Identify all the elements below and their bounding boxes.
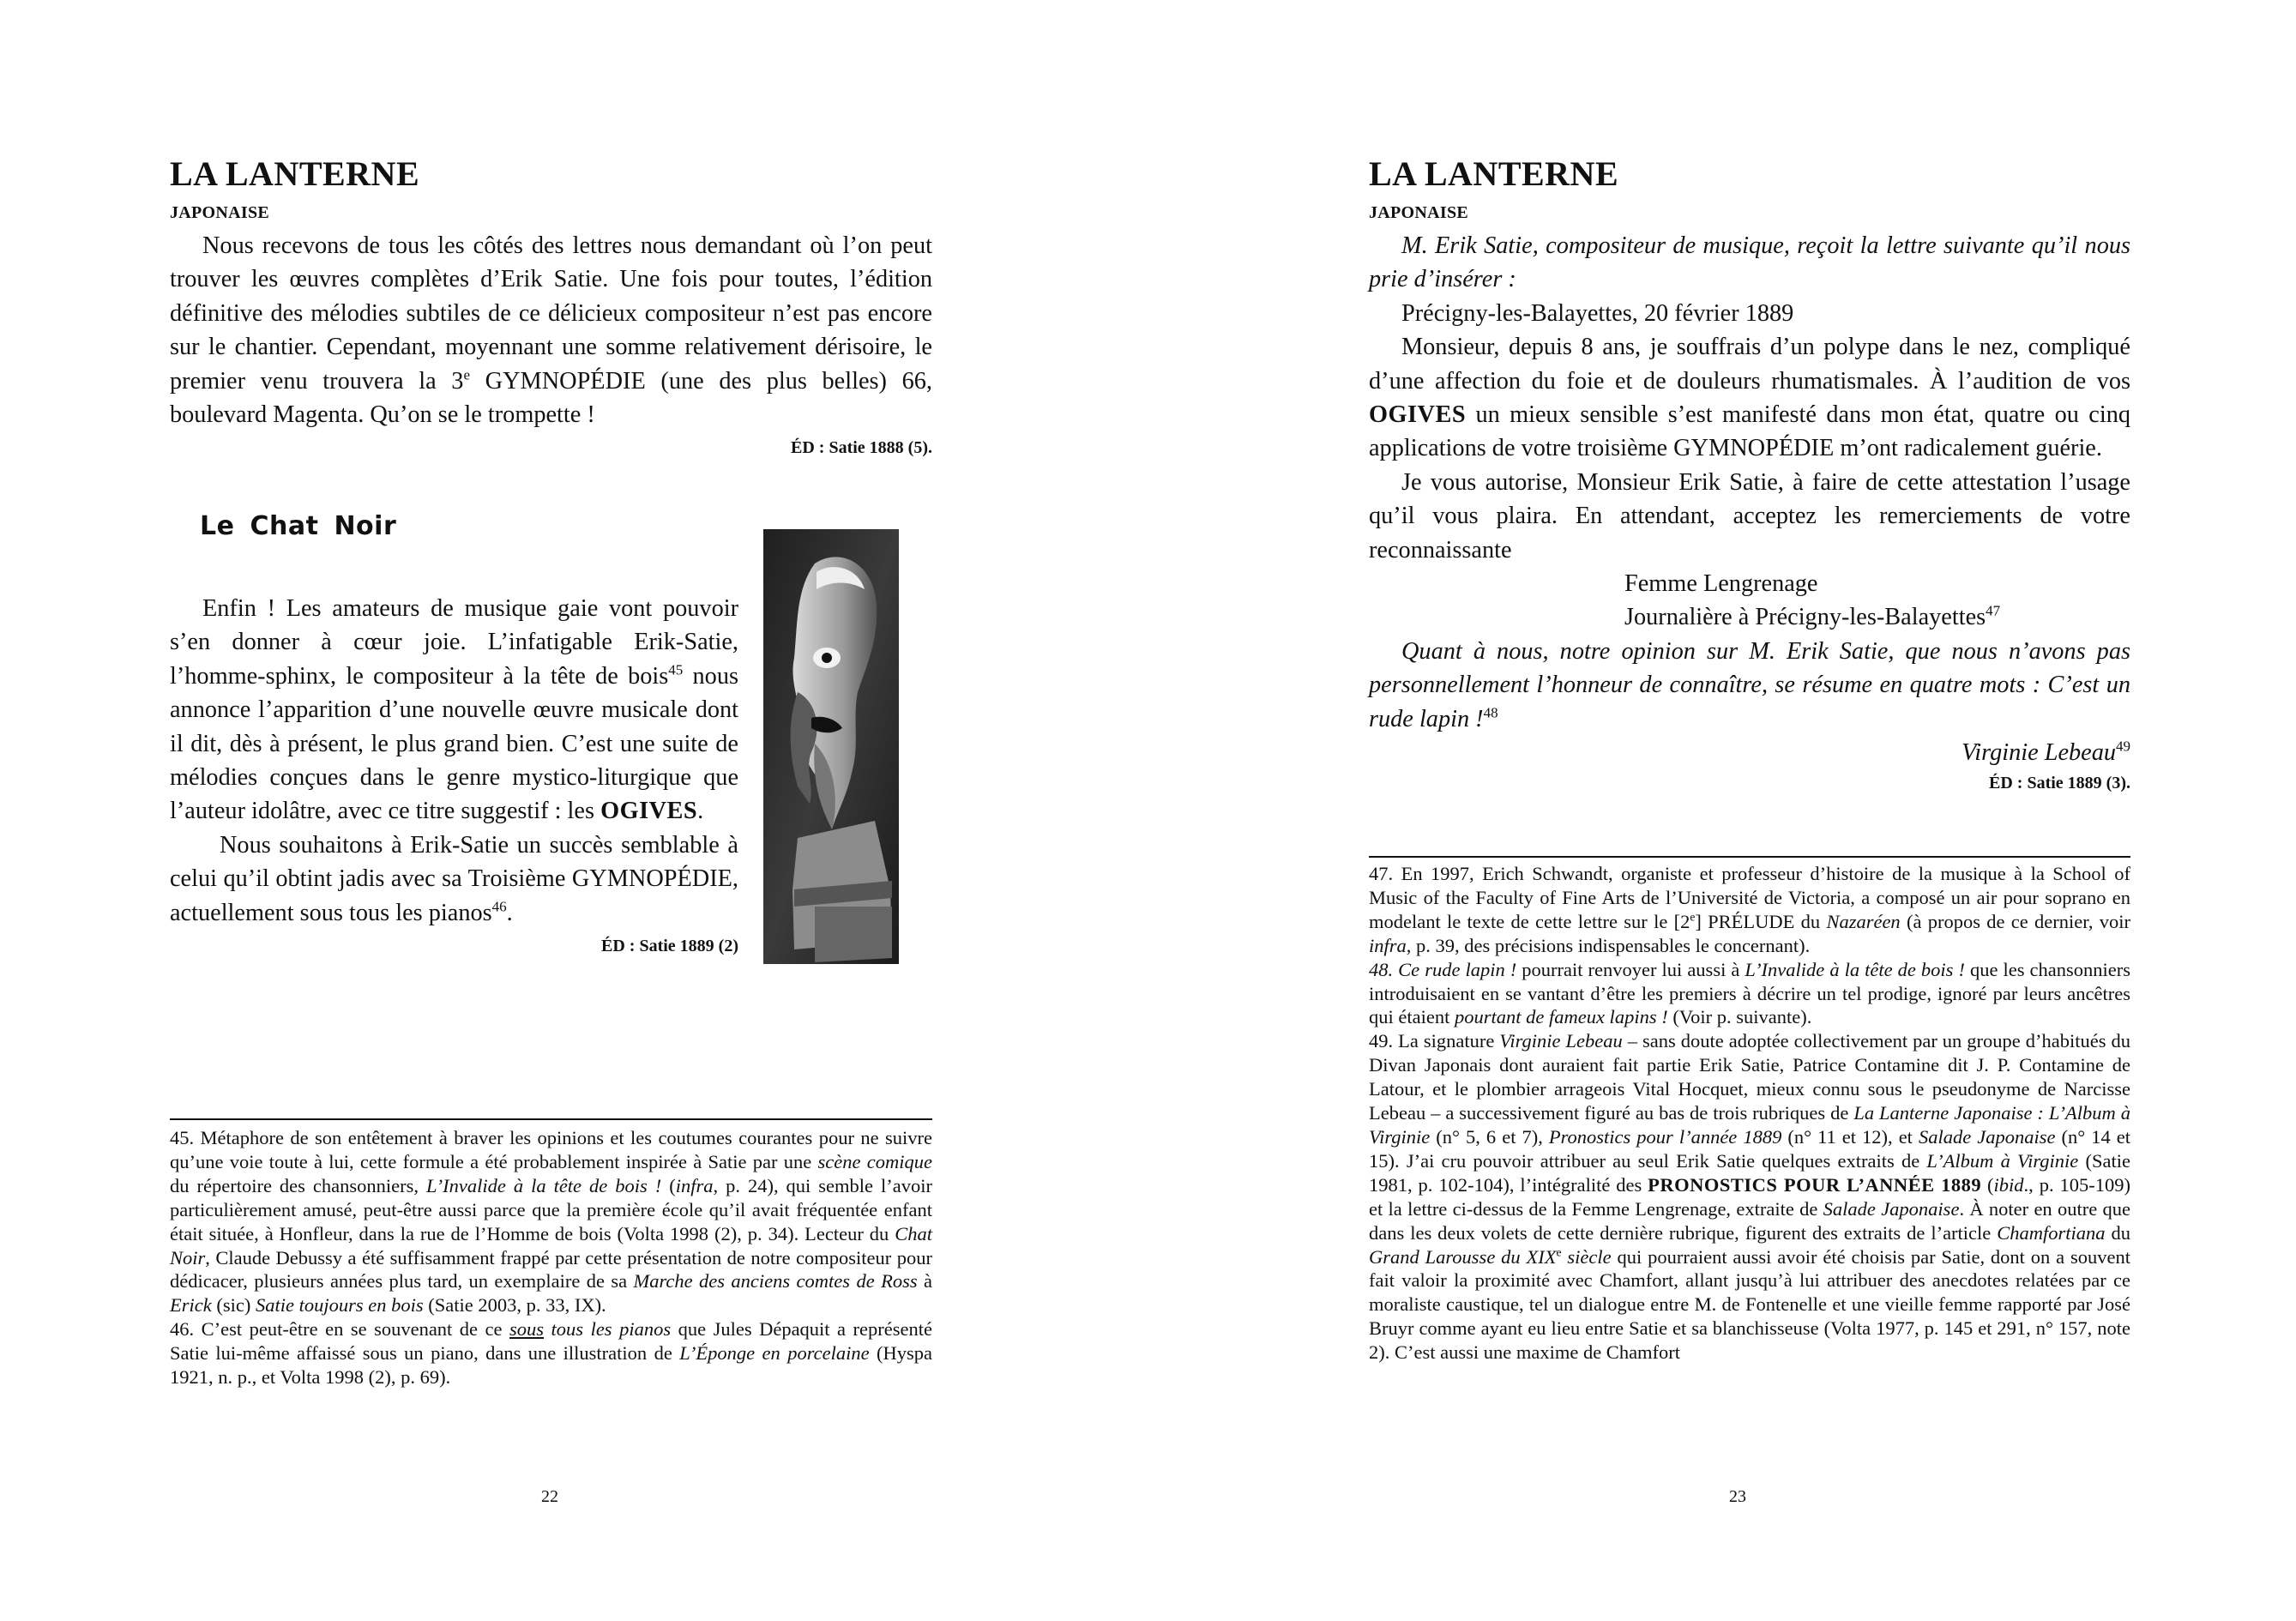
footnote-48: 48. Ce rude lapin ! pourrait renvoyer lui aussi à L’Invalide à la tête de bois ! que les chansonniers introduisaient en se vantant d’être les premiers à décrire un tel prodige, ignoré par leurs ancêtres qui étaient pourtant de fameux lapins ! (Voir p. suivante).: [1369, 958, 2131, 1028]
letter-text: [1369, 229, 2130, 796]
footnote-47: 47. En 1997, Erich Schwandt, organiste et professeur d’histoire de la musique à la School of Music of the Faculty of Fine Arts de l’Université de Victoria, a composé un air pour soprano en modelant le texte de cette lettre sur le [2e] PRÉLUDE du Nazaréen (à propos de ce dernier, voir infra, p. 39, des précisions indispensables le concernant).: [1369, 863, 2130, 956]
footnote-45: 45. Métaphore de son entêtement à braver les opinions et les coutumes courantes pour ne suivre qu’une voie toute à lui, cette formule a été probablement inspirée à Satie par une scène comique du répertoire des chansonniers, L’Invalide à la tête de bois ! (infra, p. 24), qui semble l’avoir particulièrement amusé, peut-être aussi parce que la première école qu’il avait fréquentée enfant était située, à Honfleur, dans la rue de l’Homme de bois (Volta 1998 (2), p. 34). Lecteur du Chat Noir, Claude Debussy a été suffisamment frappé par cette présentation de notre compositeur pour dédicacer, plusieurs années plus tard, un exemplaire de sa Marche des anciens comtes de Ross à Erick (sic) Satie toujours en bois (Satie 2003, p. 33, IX).: [170, 1127, 932, 1317]
footnote-rule: [1369, 856, 2130, 858]
author-signature: Virginie Lebeau$^{49}$: [1962, 738, 2130, 767]
source-credit: ÉD : Satie 1889 (3).: [1989, 773, 2130, 792]
letter-paragraph: Monsieur, depuis 8 ans, je souffrais d’un polype dans le nez, compliqué d’une affection du foie et de douleurs rhumatismales. À l’audition de vos OGIVES un mieux sensible s’est manifesté dans mon état, quatre ou cinq applications de votre troisième GYMNOPÉDIE m’ont radicalement guérie.: [1369, 334, 2130, 462]
article-text: [170, 229, 932, 464]
carved-head-photo: [763, 529, 899, 964]
chat-noir-paragraph: Enfin ! Les amateurs de musique gaie vont pouvoir s’en donner à cœur joie. L’infatigable Erik-Satie, l’homme-sphinx, le compositeur à la tête de bois$^{45}$ nous annonce l’apparition d’une nouvelle œuvre musicale dont il dit, dès à présent, le plus grand bien. C’est une suite de mélodies conçues dans le genre mystico-liturgique que l’auteur idolâtre, avec ce titre suggestif : les OGIVES.: [170, 595, 738, 825]
signature-line: Journalière à Précigny-les-Balayettes$^{47}$: [1624, 603, 2001, 631]
letter-dateline: Précigny-les-Balayettes, 20 février 1889: [1401, 299, 1794, 327]
letter-paragraph: Je vous autorise, Monsieur Erik Satie, à faire de cette attestation l’usage qu’il vous plaira. En attendant, acceptez les remerciements de votre reconnaissante: [1369, 468, 2130, 563]
source-credit: ÉD : Satie 1889 (2): [601, 937, 738, 956]
signature-line: Femme Lengrenage: [1624, 570, 1818, 598]
footnote-49: 49. La signature Virginie Lebeau – sans doute adoptée collectivement par un groupe d’habitués du Divan Japonais dont auraient fait partie Erik Satie, Patrice Contamine dit J. P. Contamine de Latour, et le plombier arrageois Vital Hocquet, mieux connu sous le pseudonyme de Narcisse Lebeau – a successivement figuré au bas de trois rubriques de La Lanterne Japonaise : L’Album à Virginie (n° 5, 6 et 7), Pronostics pour l’année 1889 (n° 11 et 12), et Salade Japonaise (n° 14 et 15). J’ai cru pouvoir attribuer au seul Erik Satie quelques extraits de L’Album à Virginie (Satie 1981, p. 102-104), l’intégralité des PRONOSTICS POUR L’ANNÉE 1889 (ibid., p. 105-109) et la lettre ci-dessus de la Femme Lengrenage, extraite de Salade Japonaise. À noter en outre que dans les deux volets de cette dernière rubrique, figurent des extraits de l’article Chamfortiana du Grand Larousse du XIXe siècle qui pourraient aussi avoir été choisis par Satie, dont on a souvent fait valoir la proximité avec Chamfort, allant jusqu’à lui attribuer des anecdotes relatées par ce moraliste caustique, tel un dialogue entre M. de Fontenelle et une vieille femme rapporté par José Bruyr comme ayant eu lieu entre Satie et sa blanchisseuse (Volta 1977, p. 145 et 291, n° 157, note 2). C’est aussi une maxime de Chamfort: [1369, 1030, 2131, 1364]
source-credit: ÉD : Satie 1888 (5).: [791, 438, 932, 458]
right-page: [1148, 0, 2296, 1621]
page-title: LA LANTERNE: [1369, 154, 1619, 193]
footnotes: [170, 1126, 932, 1389]
footnote-rule: [170, 1118, 932, 1120]
closing-paragraph: Quant à nous, notre opinion sur M. Erik Satie, que nous n’avons pas personnellement l’honneur de connaître, se résume en quatre mots : C’est un rude lapin !$^{48}$: [1369, 637, 2130, 732]
page-title: LA LANTERNE: [170, 154, 420, 193]
page-subtitle: JAPONAISE: [170, 203, 270, 222]
page-number: 23: [1729, 1487, 1746, 1506]
chat-noir-heading: Le Chat Noir: [200, 511, 397, 541]
footnote-46: 46. C’est peut-être en se souvenant de ce sous tous les pianos que Jules Dépaquit a représenté Satie lui-même affaissé sous un piano, dans une illustration de L’Éponge en porcelaine (Hyspa 1921, n. p., et Volta 1998 (2), p. 69).: [170, 1318, 932, 1389]
article-paragraph: Nous recevons de tous les côtés des lettres nous demandant où l’on peut trouver les œuvres complètes d’Erik Satie. Une fois pour toutes, l’édition définitive des mélodies subtiles de ce délicieux compositeur n’est pas encore sur le chantier. Cependant, moyennant une somme relativement dérisoire, le premier venu trouvera la 3e GYMNOPÉDIE (une des plus belles) 66, boulevard Magenta. Qu’on se le trompette !: [170, 232, 932, 429]
page-subtitle: JAPONAISE: [1369, 203, 1469, 222]
carved-head-image: [763, 529, 899, 964]
page-number: 22: [541, 1487, 558, 1506]
letter-intro: M. Erik Satie, compositeur de musique, reçoit la lettre suivante qu’il nous prie d’insérer :: [1369, 232, 2130, 293]
chat-noir-text: [170, 592, 738, 962]
chat-noir-paragraph: Nous souhaitons à Erik-Satie un succès semblable à celui qu’il obtint jadis avec sa Troisième GYMNOPÉDIE, actuellement sous tous les pianos$^{46}$.: [170, 831, 738, 926]
footnotes: [1369, 862, 2130, 1365]
